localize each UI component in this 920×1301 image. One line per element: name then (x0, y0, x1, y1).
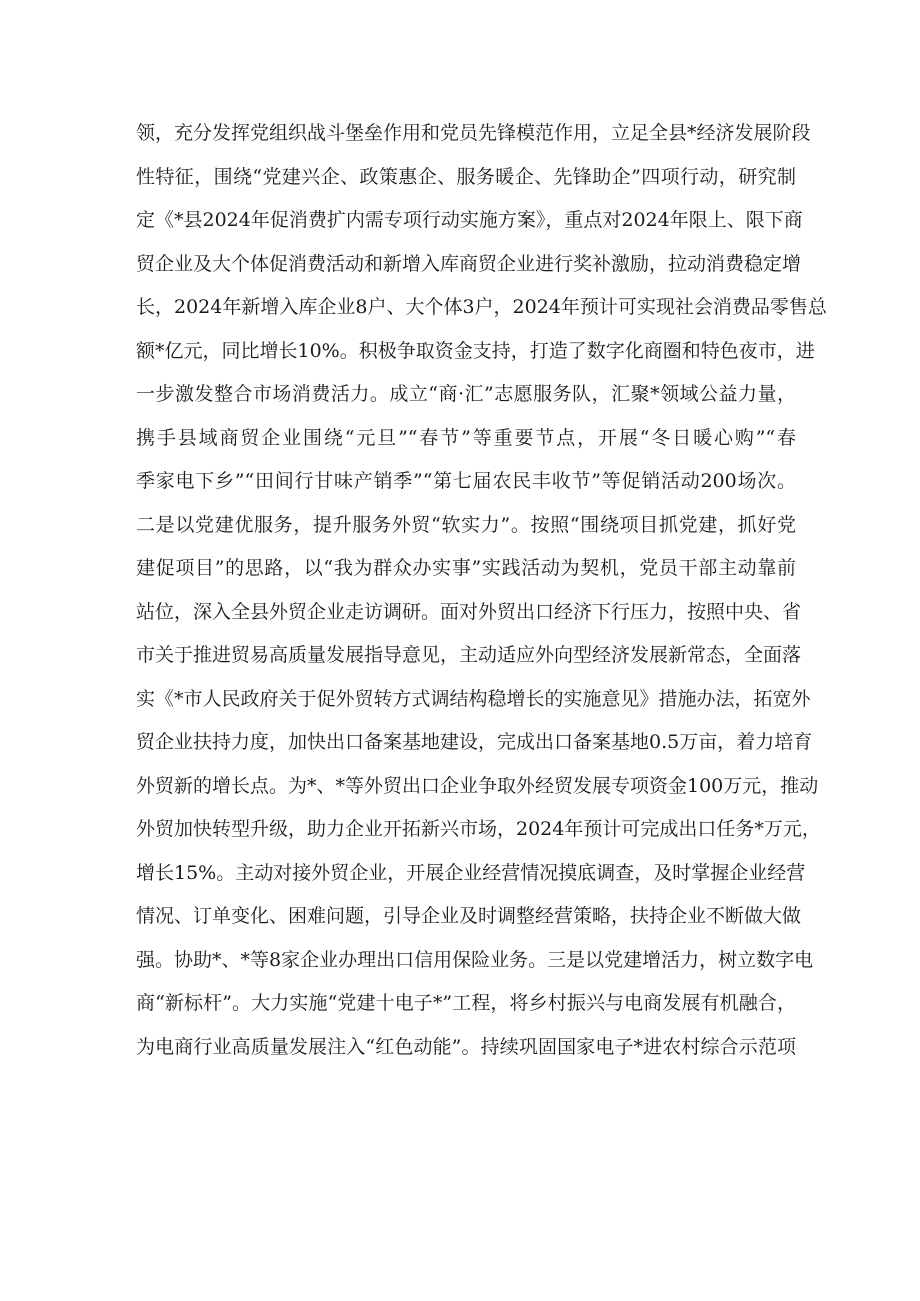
text-line: 长，2024年新增入库企业8户、大个体3户，2024年预计可实现社会消费品零售总 (136, 296, 827, 318)
text-line: 建促项目”的思路，以“我为群众办实事”实践活动为契机，党员干部主动靠前 (136, 557, 796, 579)
text-line: 领，充分发挥党组织战斗堡垒作用和党员先锋模范作用，立足全县*经济发展阶段 (136, 122, 811, 144)
text-line: 市关于推进贸易高质量发展指导意见，主动适应外向型经济发展新常态，全面落 (136, 644, 802, 666)
text-line: 二是以党建优服务，提升服务外贸“软实力”。按照“围绕项目抓党建，抓好党 (136, 513, 796, 536)
text-line: 贸企业及大个体促消费活动和新增入库商贸企业进行奖补激励，拉动消费稳定增 (136, 252, 802, 275)
body-text (136, 112, 827, 1069)
text-line: 携手县域商贸企业围绕“元旦”“春节”等重要节点，开展“冬日暖心购”“春 (136, 426, 796, 449)
text-line: 增长15%。主动对接外贸企业，开展企业经营情况摸底调查，及时掌握企业经营 (136, 861, 806, 884)
text-line: 一步激发整合市场消费活力。成立“商·汇”志愿服务队，汇聚*领域公益力量， (136, 383, 796, 405)
text-line: 外贸加快转型升级，助力企业开拓新兴市场，2024年预计可完成出口任务*万元， (136, 818, 821, 840)
text-line: 情况、订单变化、困难问题，引导企业及时调整经营策略，扶持企业不断做大做 (136, 905, 802, 927)
text-line: 为电商行业高质量发展注入“红色动能”。持续巩固国家电子*进农村综合示范项 (136, 1035, 796, 1058)
text-line: 性特征，围绕“党建兴企、政策惠企、服务暖企、先锋助企”四项行动，研究制 (136, 165, 796, 188)
text-line: 商“新标杆”。大力实施“党建十电子*”工程，将乡村振兴与电商发展有机融合， (136, 992, 796, 1014)
text-line: 外贸新的增长点。为*、*等外贸出口企业争取外经贸发展专项资金100万元，推动 (136, 774, 819, 797)
text-line: 强。协助*、*等8家企业办理出口信用保险业务。三是以党建增活力，树立数字电 (136, 948, 814, 971)
text-line: 季家电下乡”“田间行甘味产销季”“第七届农民丰收节”等促销活动200场次。 (136, 470, 796, 492)
text-line: 额*亿元，同比增长10%。积极争取资金支持，打造了数字化商圈和特色夜市，进 (136, 339, 815, 362)
text-line: 定《*县2024年促消费扩内需专项行动实施方案》，重点对2024年限上、限下商 (136, 209, 803, 231)
text-line: 站位，深入全县外贸企业走访调研。面对外贸出口经济下行压力，按照中央、省 (136, 600, 802, 623)
text-line: 实《*市人民政府关于促外贸转方式调结构稳增长的实施意见》措施办法，拓宽外 (136, 687, 811, 710)
text-line: 贸企业扶持力度，加快出口备案基地建设，完成出口备案基地0.5万亩，着力培育 (136, 731, 813, 753)
